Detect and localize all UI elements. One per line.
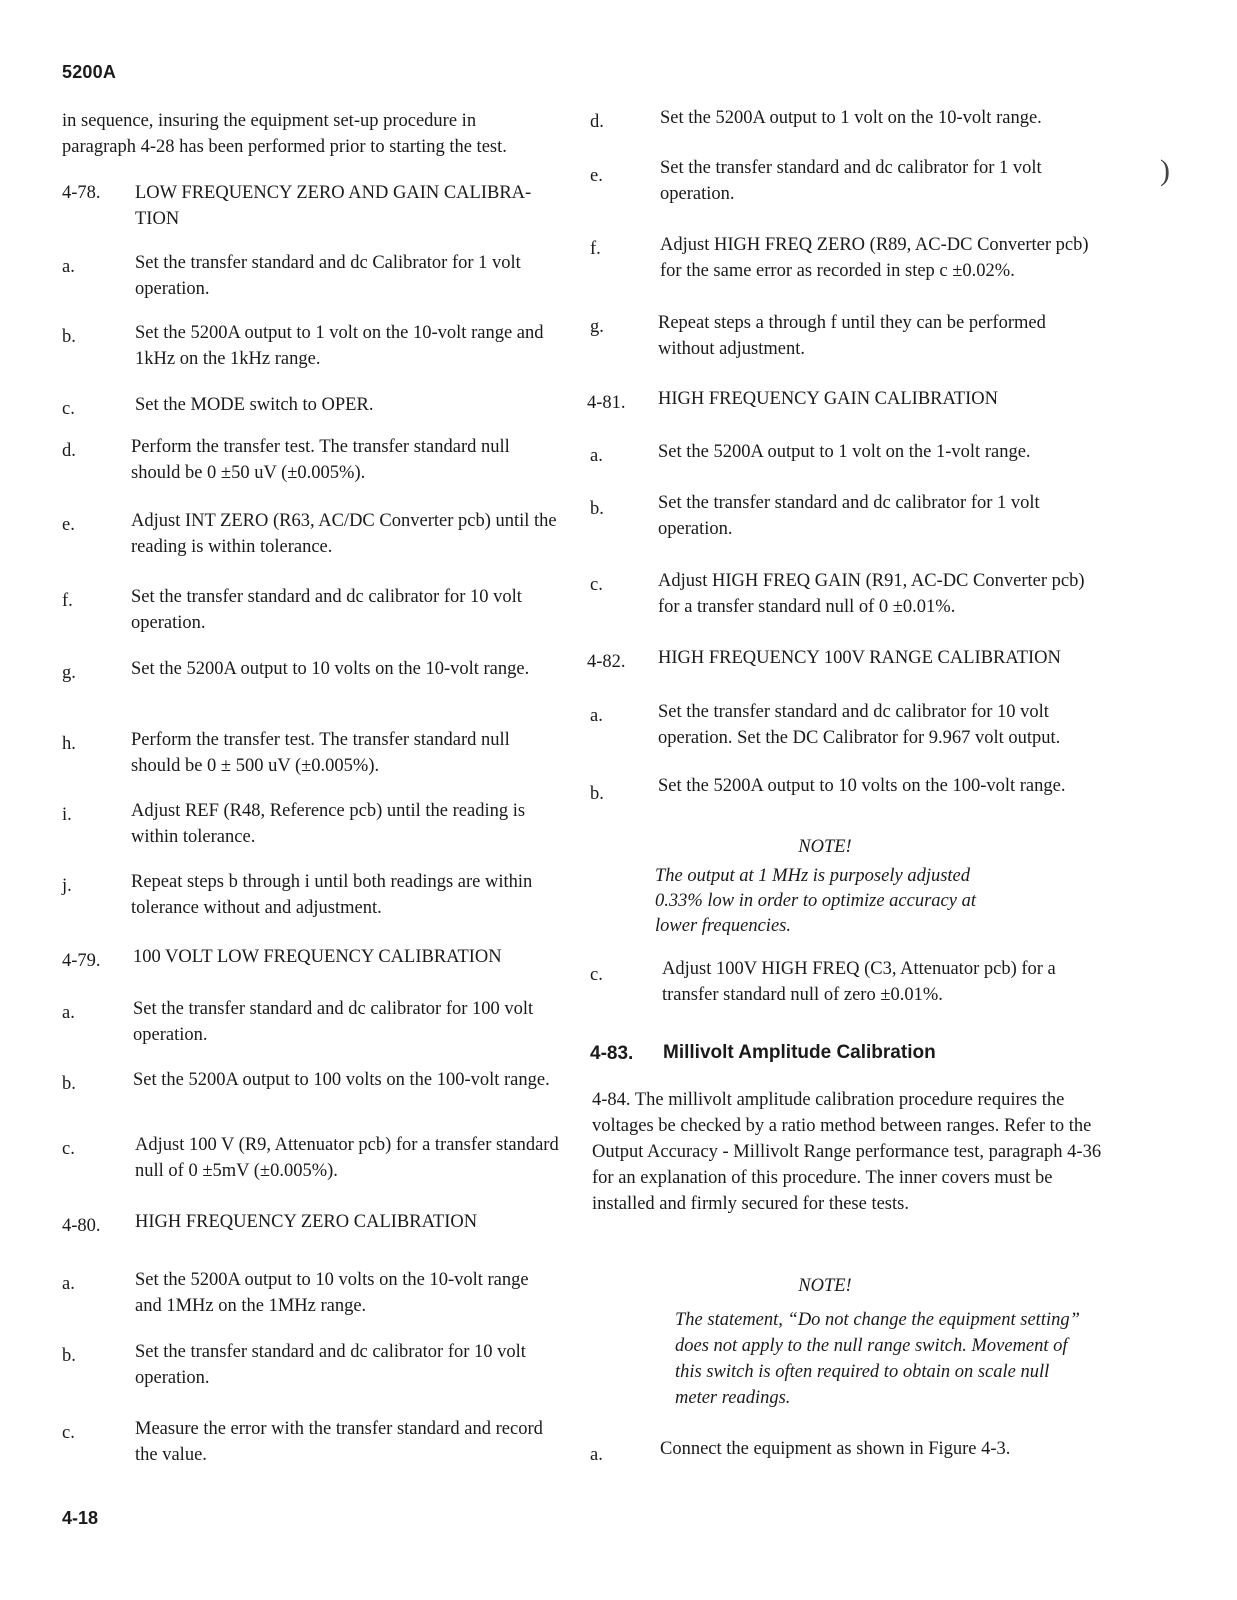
- step-label: j.: [62, 876, 72, 896]
- step-label: i.: [62, 805, 72, 825]
- step-label: b.: [62, 1346, 76, 1366]
- section-4-81-title: HIGH FREQUENCY GAIN CALIBRATION: [658, 389, 999, 409]
- step-text: Set the 5200A output to 1 volt on the 1-volt range.: [658, 442, 1031, 462]
- section-4-83-title: Millivolt Amplitude Calibration: [663, 1042, 936, 1063]
- paragraph-4-84: 4-84. The millivolt amplitude calibration procedure requires the voltages be checked by a ratio method between ranges. Refer to the Output Accuracy - Millivolt Range performance test, paragraph 4-36 for an explanation of this procedure. The inner covers must be installed and firmly secured for these tests.: [592, 1090, 1102, 1214]
- note-2-title: NOTE!: [798, 1276, 852, 1296]
- step-label: d.: [590, 112, 604, 132]
- step-label: a.: [62, 1274, 75, 1294]
- step-text: Set the 5200A output to 1 volt on the 10-volt range.: [660, 108, 1042, 128]
- step-label: a.: [590, 446, 603, 466]
- step-text: Set the transfer standard and dc calibrator for 10 volt operation.: [135, 1342, 526, 1388]
- step-label: c.: [62, 399, 75, 419]
- step-label: h.: [62, 734, 76, 754]
- page-number: 4-18: [62, 1508, 99, 1528]
- section-4-80-number: 4-80.: [62, 1216, 101, 1236]
- step-label: e.: [62, 515, 75, 535]
- section-4-82-title: HIGH FREQUENCY 100V RANGE CALIBRATION: [658, 648, 1061, 668]
- step-label: c.: [590, 575, 603, 595]
- section-4-81-number: 4-81.: [587, 393, 626, 413]
- step-label: a.: [62, 257, 75, 277]
- step-label: g.: [62, 663, 76, 683]
- step-label: f.: [590, 239, 601, 259]
- step-text: Adjust 100V HIGH FREQ (C3, Attenuator pcb) for a transfer standard null of zero ±0.01%.: [662, 959, 1056, 1005]
- intro-paragraph: in sequence, insuring the equipment set-up procedure in paragraph 4-28 has been performed prior to starting the test.: [62, 111, 507, 157]
- step-text: Perform the transfer test. The transfer standard null should be 0 ± 500 uV (±0.005%).: [131, 730, 510, 776]
- note-1-text: The output at 1 MHz is purposely adjusted 0.33% low in order to optimize accuracy at lower frequencies.: [655, 866, 976, 936]
- step-label: d.: [62, 441, 76, 461]
- note-2-text: The statement, “Do not change the equipment setting” does not apply to the null range switch. Movement of this switch is often required to obtain on scale null meter readings.: [675, 1310, 1080, 1408]
- step-text: Connect the equipment as shown in Figure 4-3.: [660, 1439, 1011, 1459]
- step-label: g.: [590, 317, 604, 337]
- step-text: Set the transfer standard and dc calibrator for 1 volt operation.: [658, 493, 1040, 539]
- step-label: a.: [62, 1003, 75, 1023]
- section-4-83-number: 4-83.: [590, 1043, 634, 1064]
- step-label: b.: [590, 784, 604, 804]
- step-text: Set the transfer standard and dc Calibrator for 1 volt operation.: [135, 253, 521, 299]
- step-text: Adjust 100 V (R9, Attenuator pcb) for a transfer standard null of 0 ±5mV (±0.005%).: [135, 1135, 559, 1181]
- step-text: Adjust REF (R48, Reference pcb) until the reading is within tolerance.: [131, 801, 526, 847]
- step-text: Adjust HIGH FREQ GAIN (R91, AC-DC Converter pcb) for a transfer standard null of 0 ±0.01%.: [658, 571, 1085, 617]
- section-4-79-number: 4-79.: [62, 951, 101, 971]
- step-label: c.: [62, 1139, 75, 1159]
- step-label: b.: [62, 327, 76, 347]
- section-4-78-number: 4-78.: [62, 183, 101, 203]
- step-text: Adjust HIGH FREQ ZERO (R89, AC-DC Converter pcb) for the same error as recorded in step c ±0.02%.: [660, 235, 1089, 281]
- section-4-80-title: HIGH FREQUENCY ZERO CALIBRATION: [135, 1212, 478, 1232]
- step-label: c.: [62, 1423, 75, 1443]
- section-4-82-number: 4-82.: [587, 652, 626, 672]
- step-text: Repeat steps a through f until they can be performed without adjustment.: [658, 313, 1046, 359]
- note-1-title: NOTE!: [798, 837, 852, 857]
- margin-bracket-mark: ): [1160, 154, 1170, 187]
- step-text: Set the 5200A output to 100 volts on the 100-volt range.: [133, 1070, 550, 1090]
- step-text: Set the 5200A output to 1 volt on the 10-volt range and 1kHz on the 1kHz range.: [135, 323, 544, 369]
- step-label: a.: [590, 706, 603, 726]
- page-header-model: 5200A: [62, 62, 117, 82]
- step-text: Set the 5200A output to 10 volts on the 10-volt range.: [131, 659, 530, 679]
- step-text: Set the transfer standard and dc calibrator for 10 volt operation.: [131, 587, 522, 633]
- step-text: Perform the transfer test. The transfer standard null should be 0 ±50 uV (±0.005%).: [131, 437, 510, 483]
- step-text: Set the 5200A output to 10 volts on the 10-volt range and 1MHz on the 1MHz range.: [135, 1270, 529, 1316]
- step-label: b.: [590, 499, 604, 519]
- step-label: b.: [62, 1074, 76, 1094]
- step-text: Set the 5200A output to 10 volts on the 100-volt range.: [658, 776, 1066, 796]
- step-text: Set the MODE switch to OPER.: [135, 395, 374, 415]
- step-label: c.: [590, 965, 603, 985]
- step-text: Adjust INT ZERO (R63, AC/DC Converter pcb) until the reading is within tolerance.: [131, 511, 557, 557]
- step-text: Set the transfer standard and dc calibrator for 10 volt operation. Set the DC Calibrator for 9.967 volt output.: [658, 702, 1061, 748]
- step-text: Set the transfer standard and dc calibrator for 1 volt operation.: [660, 158, 1042, 204]
- step-text: Repeat steps b through i until both readings are within tolerance without and adjustment.: [131, 872, 533, 918]
- step-text: Set the transfer standard and dc calibrator for 100 volt operation.: [133, 999, 534, 1045]
- step-label: a.: [590, 1445, 603, 1465]
- step-text: Measure the error with the transfer standard and record the value.: [135, 1419, 543, 1465]
- section-4-78-title: LOW FREQUENCY ZERO AND GAIN CALIBRA- TION: [135, 183, 532, 229]
- section-4-79-title: 100 VOLT LOW FREQUENCY CALIBRATION: [133, 947, 502, 967]
- step-label: f.: [62, 591, 73, 611]
- step-label: e.: [590, 166, 603, 186]
